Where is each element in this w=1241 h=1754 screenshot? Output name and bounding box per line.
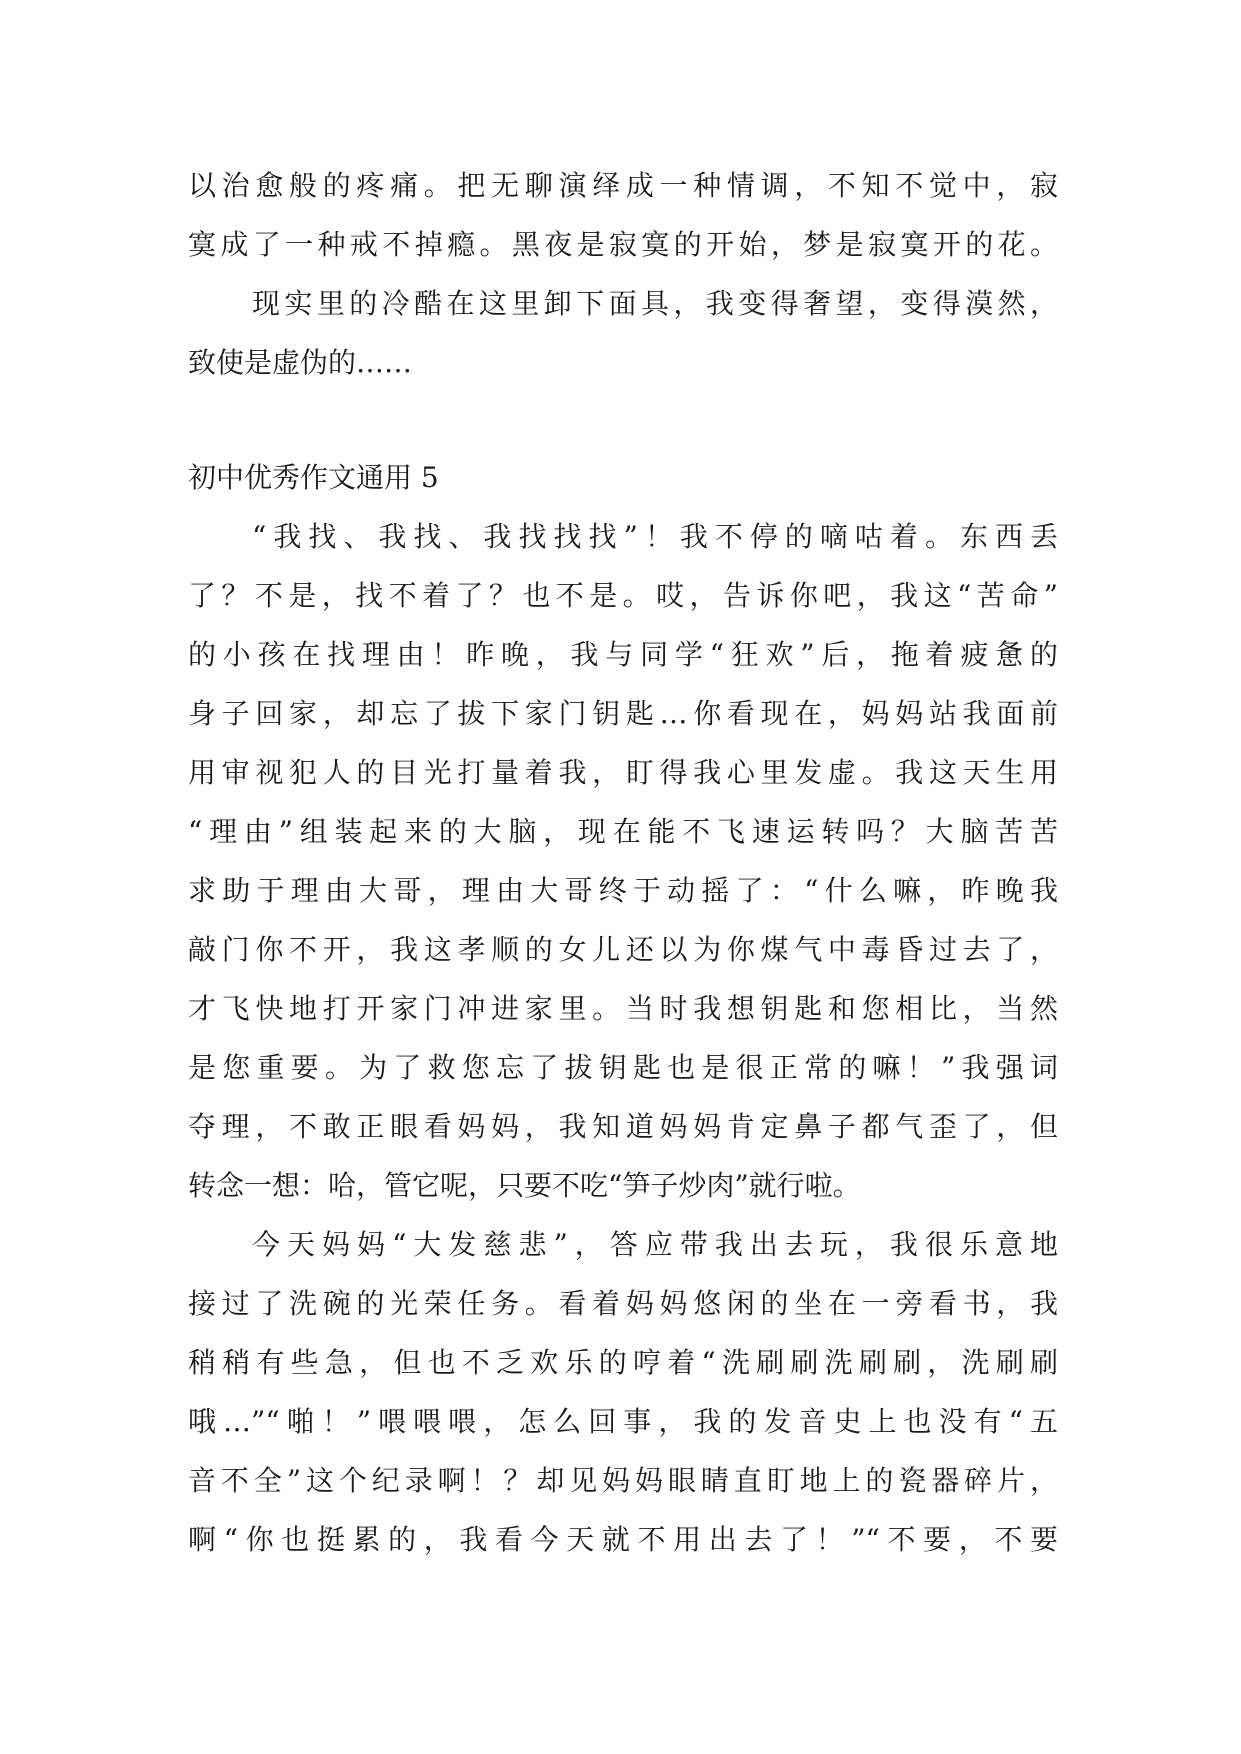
text-line: 啊“你也挺累的，我看今天就不用出去了！”“不要，不要 — [188, 1523, 1058, 1556]
text-line: 用审视犯人的目光打量着我，盯得我心里发虚。我这天生用 — [188, 756, 1058, 789]
text-line: 音不全”这个纪录啊！？却见妈妈眼睛直盯地上的瓷器碎片， — [188, 1464, 1058, 1497]
text-line: 了？不是，找不着了？也不是。哎，告诉你吧，我这“苦命” — [188, 579, 1058, 612]
text-line: 敲门你不开，我这孝顺的女儿还以为你煤气中毒昏过去了， — [188, 933, 1058, 966]
text-line: 转念一想：哈，管它呢，只要不吃“笋子炒肉”就行啦。 — [188, 1169, 861, 1202]
text-line: 哦…”“啪！”喂喂喂，怎么回事，我的发音史上也没有“五 — [188, 1405, 1058, 1438]
section-heading: 初中优秀作文通用 5 — [188, 461, 439, 494]
text-line: 寞成了一种戒不掉瘾。黑夜是寂寞的开始，梦是寂寞开的花。 — [188, 228, 1058, 261]
text-line: 以治愈般的疼痛。把无聊演绎成一种情调，不知不觉中，寂 — [188, 169, 1058, 202]
text-line: 是您重要。为了救您忘了拔钥匙也是很正常的嘛！”我强词 — [188, 1051, 1058, 1084]
text-line: “我找、我找、我找找找”！我不停的嘀咕着。东西丢 — [252, 520, 1058, 553]
text-line: 现实里的冷酷在这里卸下面具，我变得奢望，变得漠然， — [252, 287, 1058, 320]
text-line: 夺理，不敢正眼看妈妈，我知道妈妈肯定鼻子都气歪了，但 — [188, 1110, 1058, 1143]
text-line: 才飞快地打开家门冲进家里。当时我想钥匙和您相比，当然 — [188, 992, 1058, 1025]
text-line: 致使是虚伪的…… — [188, 346, 413, 379]
text-line: 的小孩在找理由！昨晚，我与同学“狂欢”后，拖着疲惫的 — [188, 638, 1058, 671]
text-line: 稍稍有些急，但也不乏欢乐的哼着“洗刷刷洗刷刷，洗刷刷 — [188, 1346, 1058, 1379]
section-gap — [188, 392, 1058, 448]
text-line: 今天妈妈“大发慈悲”，答应带我出去玩，我很乐意地 — [252, 1228, 1058, 1261]
text-line: 求助于理由大哥，理由大哥终于动摇了：“什么嘛，昨晚我 — [188, 874, 1058, 907]
text-line: 身子回家，却忘了拔下家门钥匙…你看现在，妈妈站我面前 — [188, 697, 1058, 730]
document-body — [188, 156, 1058, 1569]
text-line: “理由”组装起来的大脑，现在能不飞速运转吗？大脑苦苦 — [188, 815, 1058, 848]
text-line: 接过了洗碗的光荣任务。看着妈妈悠闲的坐在一旁看书，我 — [188, 1287, 1058, 1320]
